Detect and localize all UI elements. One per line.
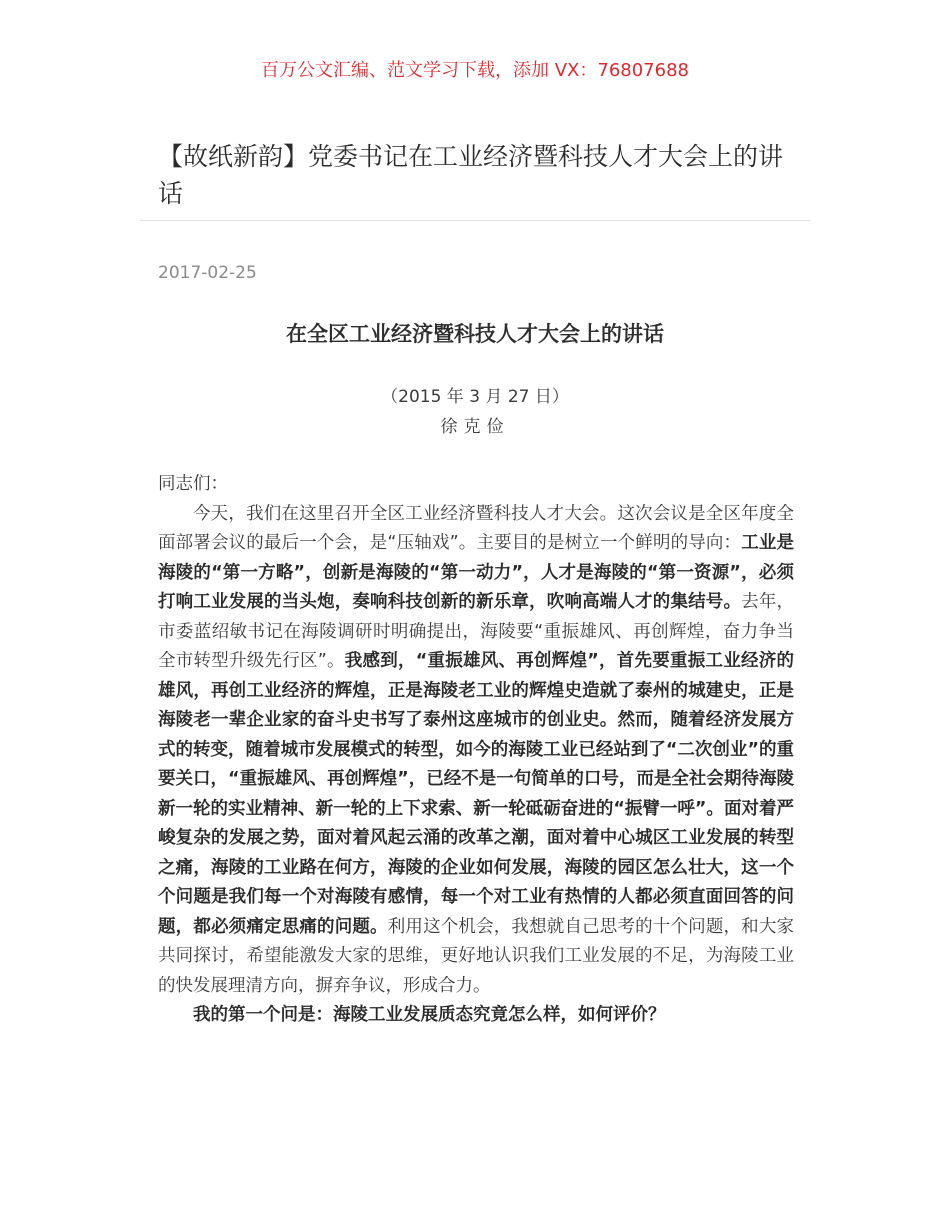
speech-title: 在全区工业经济暨科技人才大会上的讲话 [286,322,664,346]
paragraph-intro [158,500,794,1002]
text-run: 去年，市委蓝绍敏书记在海陵调研时明确提出，海陵要“重振雄风、再创辉煌，奋力争当全市转型升级先行区”。 [158,592,794,671]
question-text: 我的第一个问是：海陵工业发展质态究竟怎么样，如何评价？ [193,1005,666,1025]
text-run-bold: 我感到，“重振雄风、再创辉煌”，首先要重振工业经济的雄风，再创工业经济的辉煌，正是海陵老工业的辉煌史造就了泰州的城建史，正是海陵老一辈企业家的奋斗史书写了泰州这座城市的创业史。然而，随着经济发展方式的转变，随着城市发展模式的转型，如今的海陵工业已经站到了“二次创业”的重要关口，“重振雄风、再创辉煌”，已经不是一句简单的口号，而是全社会期待海陵新一轮的实业精神、新一轮的上下求索、新一轮砥砺奋进的“振臂一呼”。面对着严峻复杂的发展之势，面对着风起云涌的改革之潮，面对着中心城区工业发展的转型之痛，海陵的工业路在何方，海陵的企业如何发展，海陵的园区怎么壮大，这一个个问题是我们每一个对海陵有感情，每一个对工业有热情的人都必须直面回答的问题，都必须痛定思痛的问题。 [158,651,794,937]
speaker-name: 徐克俭 [440,417,510,437]
download-banner: 百万公文汇编、范文学习下载，添加 VX：76807688 [261,60,689,81]
title-divider [140,220,810,221]
text-run: 今天，我们在这里召开全区工业经济暨科技人才大会。这次会议是全区年度全面部署会议的最后一个会，是“压轴戏”。主要目的是树立一个鲜明的导向： [158,503,794,553]
question-heading [158,1001,794,1031]
salutation: 同志们： [158,474,228,494]
article-title: 【故纸新韵】党委书记在工业经济暨科技人才大会上的讲话 [158,142,784,208]
text-run: 利用这个机会，我想就自己思考的十个问题，和大家共同探讨，希望能激发大家的思维，更好地认识我们工业发展的不足，为海陵工业的快发展理清方向，摒弃争议，形成合力。 [158,916,795,996]
speech-body [158,470,794,1031]
speech-date: （2015 年 3 月 27 日） [381,387,569,407]
text-run-bold: 工业是海陵的“第一方略”，创新是海陵的“第一动力”，人才是海陵的“第一资源”，必须打响工业发展的当头炮，奏响科技创新的新乐章，吹响高端人才的集结号。 [158,533,795,612]
publish-date: 2017-02-25 [158,263,257,283]
